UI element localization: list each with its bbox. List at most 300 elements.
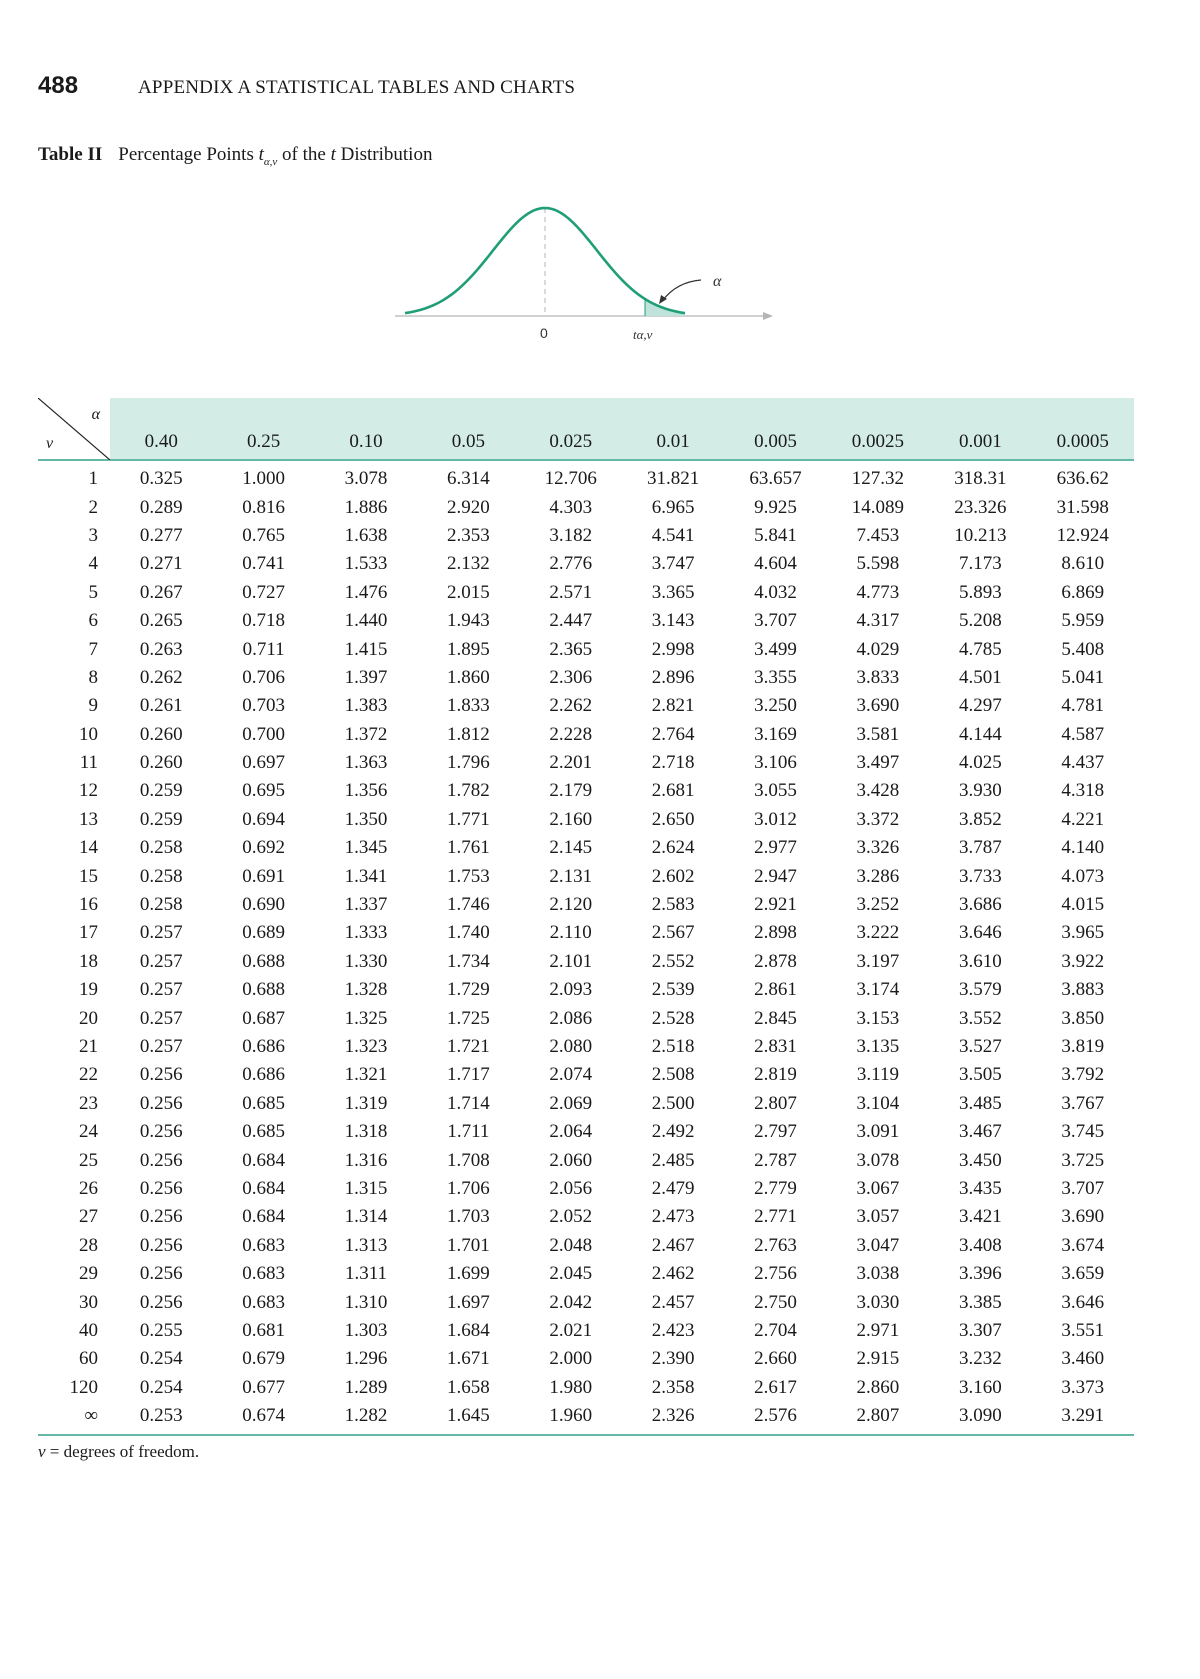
value-cell: 3.787	[958, 837, 1002, 859]
value-cell: 3.686	[958, 894, 1002, 916]
value-cell: 3.143	[651, 610, 695, 632]
value-cell: 3.922	[1061, 950, 1105, 972]
value-cell: 1.533	[344, 553, 388, 575]
value-cell: 2.776	[549, 553, 593, 575]
value-cell: 3.091	[856, 1121, 900, 1143]
value-cell: 3.030	[856, 1291, 900, 1313]
value-cell: 2.787	[754, 1149, 797, 1171]
value-cell: 3.396	[958, 1263, 1002, 1285]
alpha-header: 0.005	[724, 398, 826, 460]
value-cell: 0.694	[242, 808, 285, 830]
value-cell: 3.499	[754, 638, 797, 660]
value-cell: 2.845	[754, 1007, 797, 1029]
value-cell: 1.729	[446, 979, 490, 1001]
value-cell: 3.372	[856, 808, 900, 830]
value-cell: 1.321	[344, 1064, 388, 1086]
value-cell: 4.318	[1061, 780, 1105, 802]
df-cell: ∞	[38, 1402, 110, 1435]
df-cell: 22	[79, 1064, 98, 1086]
value-cell: 2.179	[549, 780, 593, 802]
value-cell: 3.552	[958, 1007, 1002, 1029]
footnote-symbol: ν	[38, 1442, 46, 1461]
table-row	[38, 834, 1134, 862]
value-cell: 1.684	[446, 1319, 490, 1341]
df-cell: 19	[79, 979, 98, 1001]
value-cell: 1.333	[344, 922, 388, 944]
value-cell: 0.261	[139, 695, 183, 717]
value-cell: 0.258	[139, 865, 183, 887]
alpha-header: 0.25	[212, 398, 314, 460]
footnote-text: = degrees of freedom.	[45, 1442, 200, 1461]
table-row	[38, 777, 1134, 805]
value-cell: 2.064	[549, 1121, 593, 1143]
value-cell: 0.289	[139, 496, 183, 518]
value-cell: 1.313	[344, 1234, 388, 1256]
value-cell: 3.373	[1061, 1376, 1105, 1398]
table-row	[38, 862, 1134, 890]
value-cell: 1.325	[344, 1007, 388, 1029]
value-cell: 1.658	[446, 1376, 490, 1398]
value-cell: 2.353	[446, 524, 490, 546]
value-cell: 1.886	[344, 496, 388, 518]
value-cell: 1.699	[446, 1263, 490, 1285]
table-row	[38, 579, 1134, 607]
value-cell: 0.681	[242, 1319, 285, 1341]
table-row	[38, 550, 1134, 578]
value-cell: 1.316	[344, 1149, 388, 1171]
value-cell: 6.869	[1061, 581, 1105, 603]
value-cell: 0.684	[242, 1149, 285, 1171]
value-cell: 1.350	[344, 808, 388, 830]
value-cell: 2.528	[651, 1007, 695, 1029]
value-cell: 0.695	[242, 780, 285, 802]
value-cell: 2.080	[549, 1036, 593, 1057]
table-label: Table II	[38, 144, 103, 165]
value-cell: 1.714	[446, 1092, 490, 1114]
value-cell: 2.120	[549, 894, 593, 916]
value-cell: 1.314	[344, 1206, 388, 1228]
alpha-header: 0.001	[929, 398, 1031, 460]
value-cell: 2.567	[651, 922, 695, 944]
table-row	[38, 522, 1134, 550]
value-cell: 3.690	[856, 695, 900, 717]
value-cell: 3.852	[958, 808, 1002, 830]
table-row	[38, 976, 1134, 1004]
value-cell: 3.690	[1061, 1206, 1105, 1228]
t-table-container	[38, 398, 1134, 1436]
value-cell: 2.326	[622, 1402, 724, 1435]
value-cell: 3.197	[856, 950, 900, 972]
value-cell: 4.773	[856, 581, 900, 603]
value-cell: 3.725	[1061, 1149, 1105, 1171]
table-row	[38, 1203, 1134, 1231]
value-cell: 0.684	[242, 1206, 285, 1228]
table-row	[38, 1004, 1134, 1032]
caption-t-subscript: α,ν	[263, 155, 278, 168]
value-cell: 2.718	[651, 752, 695, 774]
df-cell: 6	[88, 610, 98, 632]
table-body	[38, 460, 1134, 1435]
value-cell: 0.267	[139, 581, 183, 603]
value-cell: 3.581	[856, 723, 900, 745]
value-cell: 1.701	[446, 1234, 490, 1256]
alpha-header: 0.40	[110, 398, 212, 460]
value-cell: 1.833	[446, 695, 490, 717]
value-cell: 1.638	[344, 524, 388, 546]
value-cell: 3.833	[856, 666, 900, 688]
value-cell: 2.704	[754, 1319, 797, 1341]
alpha-header: 0.01	[622, 398, 724, 460]
page-number: 488	[38, 72, 79, 99]
value-cell: 0.271	[139, 553, 183, 575]
value-cell: 3.460	[1061, 1348, 1105, 1370]
value-cell: 1.282	[315, 1402, 417, 1435]
value-cell: 0.686	[242, 1064, 285, 1086]
table-row	[38, 806, 1134, 834]
table-row	[38, 692, 1134, 720]
value-cell: 3.467	[958, 1121, 1002, 1143]
table-row	[38, 460, 1134, 493]
df-cell: 30	[79, 1291, 98, 1313]
value-cell: 2.131	[549, 865, 593, 887]
value-cell: 0.325	[139, 468, 183, 490]
value-cell: 7.173	[958, 553, 1002, 575]
value-cell: 1.895	[446, 638, 490, 660]
value-cell: 3.119	[856, 1064, 899, 1086]
value-cell: 0.683	[242, 1234, 285, 1256]
value-cell: 2.485	[651, 1149, 695, 1171]
df-cell: 24	[79, 1121, 98, 1143]
value-cell: 2.819	[754, 1064, 797, 1086]
value-cell: 1.753	[446, 865, 490, 887]
value-cell: 2.920	[446, 496, 490, 518]
value-cell: 3.674	[1061, 1234, 1105, 1256]
x-axis-arrow	[763, 312, 773, 320]
value-cell: 1.943	[446, 610, 490, 632]
table-row	[38, 493, 1134, 521]
value-cell: 3.326	[856, 837, 900, 859]
value-cell: 3.428	[856, 780, 900, 802]
value-cell: 0.689	[242, 922, 285, 944]
value-cell: 3.733	[958, 865, 1002, 887]
value-cell: 8.610	[1061, 553, 1105, 575]
value-cell: 0.688	[242, 979, 285, 1001]
value-cell: 3.747	[651, 553, 695, 575]
value-cell: 10.213	[954, 524, 1007, 546]
value-cell: 127.32	[851, 468, 905, 490]
table-row	[38, 919, 1134, 947]
table-row	[38, 1288, 1134, 1316]
zero-label: 0	[540, 325, 548, 341]
value-cell: 1.697	[446, 1291, 490, 1313]
value-cell: 0.692	[242, 837, 285, 859]
df-cell: 25	[79, 1149, 98, 1171]
value-cell: 0.254	[139, 1348, 183, 1370]
df-cell: 1	[88, 468, 98, 490]
value-cell: 2.262	[549, 695, 593, 717]
value-cell: 14.089	[851, 496, 905, 518]
value-cell: 0.256	[139, 1121, 183, 1143]
value-cell: 3.012	[754, 808, 797, 830]
value-cell: 3.610	[958, 950, 1002, 972]
value-cell: 1.318	[344, 1121, 388, 1143]
value-cell: 4.541	[651, 524, 695, 546]
value-cell: 4.587	[1061, 723, 1105, 745]
value-cell: 0.256	[139, 1291, 183, 1313]
value-cell: 3.160	[958, 1376, 1002, 1398]
value-cell: 0.256	[139, 1064, 183, 1086]
value-cell: 2.756	[754, 1263, 797, 1285]
value-cell: 0.697	[242, 752, 285, 774]
value-cell: 2.052	[549, 1206, 593, 1228]
value-cell: 0.256	[139, 1177, 183, 1199]
value-cell: 3.646	[1061, 1291, 1105, 1313]
df-cell: 120	[69, 1376, 98, 1398]
value-cell: 3.250	[754, 695, 797, 717]
value-cell: 5.041	[1061, 666, 1105, 688]
value-cell: 0.257	[139, 1036, 183, 1057]
value-cell: 0.257	[139, 979, 183, 1001]
value-cell: 1.796	[446, 752, 490, 774]
value-cell: 2.552	[651, 950, 695, 972]
value-cell: 2.750	[754, 1291, 797, 1313]
value-cell: 3.174	[856, 979, 900, 1001]
value-cell: 2.390	[651, 1348, 695, 1370]
header-row	[38, 398, 1134, 460]
table-row	[38, 1232, 1134, 1260]
value-cell: 2.921	[754, 894, 797, 916]
value-cell: 1.706	[446, 1177, 490, 1199]
alpha-pointer-arrow	[663, 280, 701, 300]
value-cell: 2.045	[549, 1263, 593, 1285]
t-distribution-figure	[395, 200, 775, 370]
value-cell: 3.408	[958, 1234, 1002, 1256]
value-cell: 12.924	[1056, 524, 1109, 546]
value-cell: 2.650	[651, 808, 695, 830]
value-cell: 2.000	[549, 1348, 593, 1370]
value-cell: 1.721	[446, 1036, 490, 1057]
value-cell: 2.971	[856, 1319, 900, 1341]
df-cell: 11	[79, 752, 98, 774]
value-cell: 1.980	[549, 1376, 593, 1398]
value-cell: 5.841	[754, 524, 797, 546]
value-cell: 3.930	[958, 780, 1002, 802]
value-cell: 3.819	[1061, 1036, 1105, 1057]
value-cell: 1.296	[344, 1348, 388, 1370]
table-caption	[38, 144, 432, 168]
value-cell: 3.078	[344, 468, 388, 490]
value-cell: 2.056	[549, 1177, 593, 1199]
caption-text-after: Distribution	[335, 144, 433, 165]
value-cell: 2.898	[754, 922, 797, 944]
value-cell: 3.659	[1061, 1263, 1105, 1285]
value-cell: 0.686	[242, 1036, 285, 1057]
value-cell: 0.684	[242, 1177, 285, 1199]
df-cell: 21	[79, 1036, 98, 1057]
value-cell: 4.015	[1061, 894, 1105, 916]
df-cell: 10	[79, 723, 98, 745]
value-cell: 3.055	[754, 780, 797, 802]
df-cell: 28	[79, 1234, 98, 1256]
value-cell: 1.372	[344, 723, 388, 745]
alpha-header: 0.025	[520, 398, 622, 460]
value-cell: 3.355	[754, 666, 797, 688]
value-cell: 2.583	[651, 894, 695, 916]
value-cell: 0.265	[139, 610, 183, 632]
value-cell: 3.385	[958, 1291, 1002, 1313]
value-cell: 2.306	[549, 666, 593, 688]
value-cell: 0.259	[139, 808, 183, 830]
value-cell: 0.256	[139, 1206, 183, 1228]
table-row	[38, 948, 1134, 976]
df-cell: 18	[79, 950, 98, 972]
alpha-header: 0.05	[417, 398, 519, 460]
table-row	[38, 1402, 1134, 1435]
table-row	[38, 1317, 1134, 1345]
value-cell: 3.707	[1061, 1177, 1105, 1199]
value-cell: 3.646	[958, 922, 1002, 944]
value-cell: 0.259	[139, 780, 183, 802]
value-cell: 0.690	[242, 894, 285, 916]
df-cell: 15	[79, 865, 98, 887]
value-cell: 0.765	[242, 524, 285, 546]
table-head	[38, 398, 1134, 460]
value-cell: 1.782	[446, 780, 490, 802]
value-cell: 3.222	[856, 922, 900, 944]
footnote	[38, 1442, 199, 1462]
value-cell: 2.831	[754, 1036, 797, 1057]
value-cell: 1.319	[344, 1092, 388, 1114]
value-cell: 0.257	[139, 950, 183, 972]
value-cell: 1.383	[344, 695, 388, 717]
value-cell: 0.679	[242, 1348, 285, 1370]
value-cell: 7.453	[856, 524, 900, 546]
value-cell: 0.741	[242, 553, 285, 575]
corner-alpha-label: α	[91, 406, 100, 423]
value-cell: 2.074	[549, 1064, 593, 1086]
value-cell: 2.508	[651, 1064, 695, 1086]
value-cell: 1.717	[446, 1064, 490, 1086]
table-row	[38, 607, 1134, 635]
caption-text-before: Percentage Points	[118, 144, 259, 165]
value-cell: 2.624	[651, 837, 695, 859]
value-cell: 1.328	[344, 979, 388, 1001]
value-cell: 0.277	[139, 524, 183, 546]
value-cell: 2.977	[754, 837, 797, 859]
value-cell: 3.745	[1061, 1121, 1105, 1143]
value-cell: 4.297	[958, 695, 1002, 717]
value-cell: 5.208	[958, 610, 1002, 632]
df-cell: 13	[79, 808, 98, 830]
alpha-header: 0.10	[315, 398, 417, 460]
value-cell: 1.440	[344, 610, 388, 632]
value-cell: 636.62	[1056, 468, 1109, 490]
value-cell: 1.761	[446, 837, 490, 859]
table-row	[38, 1118, 1134, 1146]
value-cell: 3.232	[958, 1348, 1002, 1370]
value-cell: 0.674	[212, 1402, 314, 1435]
value-cell: 23.326	[954, 496, 1007, 518]
df-cell: 12	[79, 780, 98, 802]
value-cell: 2.021	[549, 1319, 593, 1341]
value-cell: 2.915	[856, 1348, 900, 1370]
table-row	[38, 721, 1134, 749]
value-cell: 5.959	[1061, 610, 1105, 632]
value-cell: 0.258	[139, 837, 183, 859]
table-row	[38, 1345, 1134, 1373]
value-cell: 2.492	[651, 1121, 695, 1143]
value-cell: 318.31	[954, 468, 1007, 490]
value-cell: 63.657	[749, 468, 802, 490]
table-row	[38, 664, 1134, 692]
value-cell: 0.254	[139, 1376, 183, 1398]
value-cell: 3.365	[651, 581, 695, 603]
caption-text-middle: of the	[277, 144, 331, 165]
df-cell: 8	[88, 666, 98, 688]
value-cell: 1.960	[520, 1402, 622, 1435]
value-cell: 2.860	[856, 1376, 900, 1398]
value-cell: 3.435	[958, 1177, 1002, 1199]
value-cell: 3.450	[958, 1149, 1002, 1171]
table-row	[38, 1260, 1134, 1288]
t-distribution-table	[38, 398, 1134, 1436]
value-cell: 1.397	[344, 666, 388, 688]
value-cell: 3.135	[856, 1036, 900, 1057]
value-cell: 2.423	[651, 1319, 695, 1341]
df-cell: 20	[79, 1007, 98, 1029]
value-cell: 2.500	[651, 1092, 695, 1114]
value-cell: 3.767	[1061, 1092, 1105, 1114]
value-cell: 1.771	[446, 808, 490, 830]
value-cell: 3.707	[754, 610, 797, 632]
value-cell: 3.104	[856, 1092, 900, 1114]
value-cell: 2.457	[651, 1291, 695, 1313]
value-cell: 3.291	[1032, 1402, 1134, 1435]
value-cell: 1.415	[344, 638, 388, 660]
value-cell: 2.539	[651, 979, 695, 1001]
value-cell: 2.160	[549, 808, 593, 830]
value-cell: 2.878	[754, 950, 797, 972]
value-cell: 1.740	[446, 922, 490, 944]
value-cell: 0.260	[139, 723, 183, 745]
df-cell: 5	[88, 581, 98, 603]
value-cell: 3.182	[549, 524, 593, 546]
value-cell: 3.792	[1061, 1064, 1105, 1086]
alpha-header: 0.0005	[1032, 398, 1134, 460]
value-cell: 0.703	[242, 695, 285, 717]
value-cell: 1.734	[446, 950, 490, 972]
df-cell: 16	[79, 894, 98, 916]
value-cell: 3.850	[1061, 1007, 1105, 1029]
table-row	[38, 1146, 1134, 1174]
value-cell: 0.711	[242, 638, 285, 660]
value-cell: 4.785	[958, 638, 1002, 660]
value-cell: 1.708	[446, 1149, 490, 1171]
value-cell: 2.821	[651, 695, 695, 717]
value-cell: 3.038	[856, 1263, 900, 1285]
value-cell: 0.257	[139, 1007, 183, 1029]
value-cell: 2.462	[651, 1263, 695, 1285]
table-row	[38, 891, 1134, 919]
value-cell: 4.144	[958, 723, 1002, 745]
df-cell: 14	[79, 837, 98, 859]
page-header	[38, 72, 575, 112]
value-cell: 0.683	[242, 1263, 285, 1285]
value-cell: 5.598	[856, 553, 900, 575]
value-cell: 3.078	[856, 1149, 900, 1171]
value-cell: 3.505	[958, 1064, 1002, 1086]
value-cell: 4.221	[1061, 808, 1105, 830]
